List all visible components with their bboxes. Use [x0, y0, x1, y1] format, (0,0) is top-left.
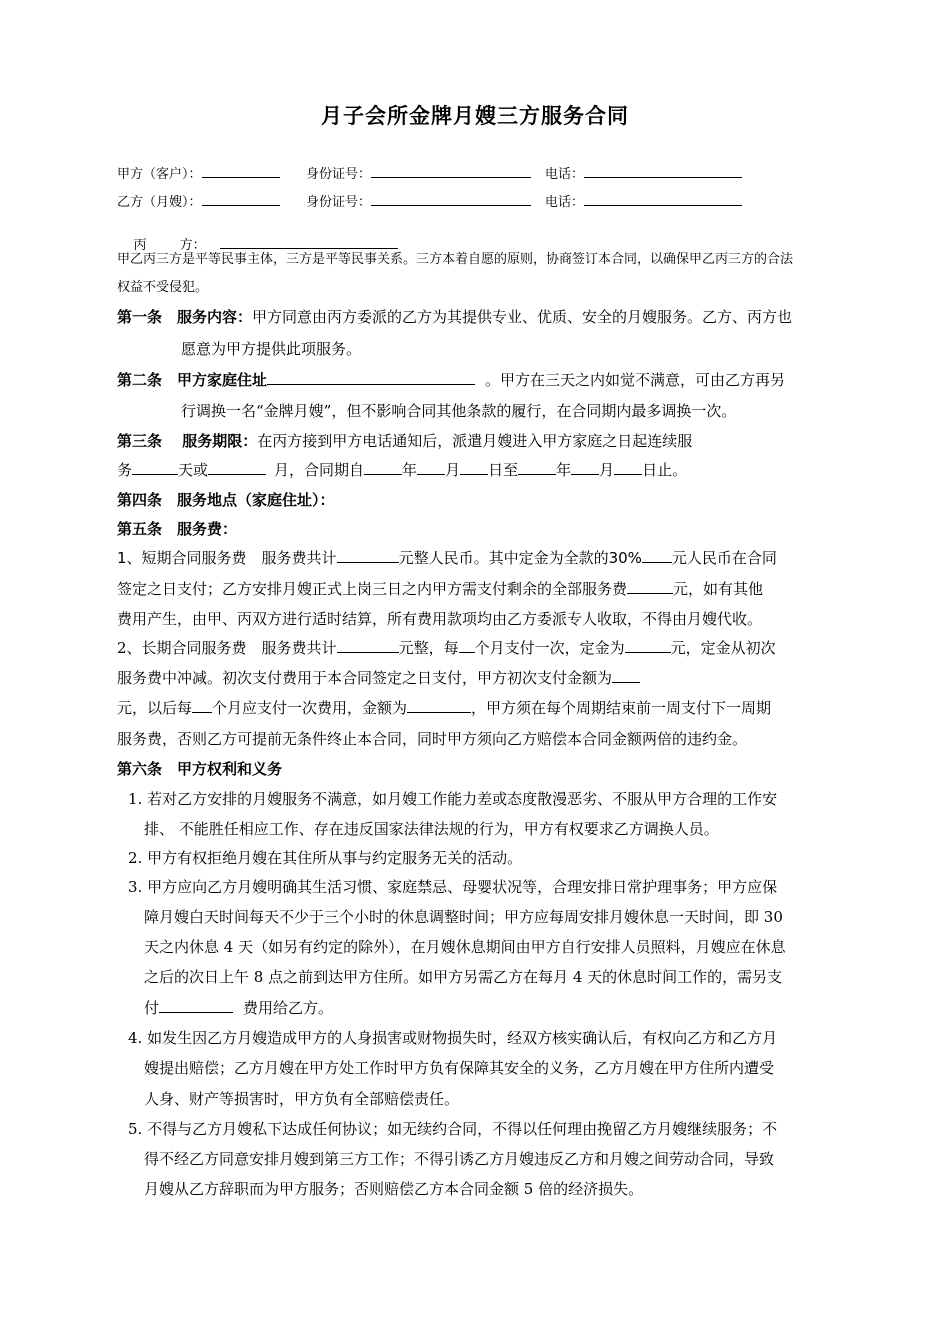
text-fragment: ，甲方须在每个周期结束前一周支付下一周期 — [471, 699, 772, 717]
text-fragment: 月 — [445, 461, 461, 479]
right-item-3-line-2: 障月嫂白天时间每天不少于三个小时的休息调整时间；甲方应每周安排月嫂休息一天时间，即 30 — [144, 908, 783, 926]
text-fragment: 付 — [144, 999, 160, 1017]
article-2-line-2: 行调换一名“金牌月嫂”，但不影响合同其他条款的履行，在合同期内最多调换一次。 — [181, 402, 737, 420]
article-1-text-1: 甲方同意由丙方委派的乙方为其提供专业、优质、安全的月嫂服务。乙方、丙方也 — [252, 308, 793, 326]
fee-item-1-line-2 — [117, 578, 763, 599]
fee-item-1-line-1 — [117, 547, 777, 568]
right-item-3-line-3: 天之内休息 4 天（如另有约定的除外），在月嫂休息期间由甲方自行安排人员照料，月嫂应在休息 — [144, 938, 786, 956]
party-jia-label: 甲方（客户）： — [117, 167, 202, 182]
text-fragment: 、长期合同服务费 服务费共计 — [126, 639, 337, 657]
party-jia-id-row — [306, 163, 531, 182]
party-yi-phone-label: 电话： — [545, 195, 585, 210]
text-fragment: 费用给乙方。 — [243, 999, 334, 1017]
text-fragment: 服务费中冲减。初次支付费用于本合同签定之日支付，甲方初次支付金额为 — [117, 669, 613, 687]
months-blank[interactable] — [208, 460, 266, 475]
party-jia-name-blank[interactable] — [202, 164, 280, 178]
fee-item-2-line-2 — [117, 667, 640, 688]
pay-cycle-blank[interactable] — [459, 638, 475, 653]
right-item-5-line-2: 得不经乙方同意安排月嫂到第三方工作；不得引诱乙方月嫂违反乙方和月嫂之间劳动合同，导致 — [144, 1150, 775, 1168]
article-4-heading: 第四条 服务地点（家庭住址）： — [117, 491, 335, 509]
article-3-text-1: 在丙方接到甲方电话通知后，派遣月嫂进入甲方家庭之日起连续服 — [257, 432, 693, 450]
text-fragment: 日至 — [488, 461, 519, 479]
right-item-1-line-1: 1. 若对乙方安排的月嫂服务不满意，如月嫂工作能力差或态度散漫恶劣、不服从甲方合理的工作安 — [128, 790, 778, 808]
text-fragment: 个月应支付一次费用，金额为 — [212, 699, 408, 717]
article-1-line-1 — [117, 306, 792, 327]
party-yi-label: 乙方（月嫂）： — [117, 195, 202, 210]
article-3-line-1 — [117, 430, 692, 451]
end-day-blank[interactable] — [614, 460, 642, 475]
item-number: 2 — [117, 639, 127, 657]
party-yi-id-label: 身份证号： — [306, 195, 372, 210]
item-number: 1 — [117, 549, 127, 567]
article-2-heading: 第二条 甲方家庭住址 — [117, 371, 268, 389]
text-fragment: 个月支付一次，定金为 — [474, 639, 625, 657]
text-fragment: 元，以后每 — [117, 699, 193, 717]
party-jia-phone-row — [545, 163, 742, 182]
extra-fee-blank[interactable] — [159, 998, 233, 1013]
right-item-4-line-3: 人身、财产等损害时，甲方负有全部赔偿责任。 — [144, 1090, 460, 1108]
deposit-percent: 30% — [608, 549, 642, 567]
text-fragment: 日止。 — [642, 461, 688, 479]
right-item-3-line-1: 3. 甲方应向乙方月嫂明确其生活习惯、家庭禁忌、母婴状况等，合理安排日常护理事务；甲方应保 — [128, 878, 778, 896]
end-month-blank[interactable] — [571, 460, 599, 475]
later-amount-blank[interactable] — [407, 698, 471, 713]
text-fragment: 元整，每 — [398, 639, 459, 657]
long-fee-total-blank[interactable] — [337, 638, 399, 653]
preamble-line-2: 权益不受侵犯。 — [117, 280, 209, 295]
party-jia-id-label: 身份证号： — [306, 167, 372, 182]
text-fragment: 务 — [117, 461, 133, 479]
article-1-heading: 第一条 服务内容： — [117, 308, 253, 326]
article-3-heading: 第三条 服务期限： — [117, 432, 258, 450]
right-item-4-line-1: 4. 如发生因乙方月嫂造成甲方的人身损害或财物损失时，经双方核实确认后，有权向乙方和乙方月 — [128, 1029, 778, 1047]
fee-item-2-line-4: 服务费，否则乙方可提前无条件终止本合同，同时甲方须向乙方赔偿本合同金额两倍的违约金。 — [117, 730, 748, 748]
start-month-blank[interactable] — [417, 460, 445, 475]
article-2-line-1 — [117, 369, 785, 390]
party-bing-label: 丙 方： — [133, 238, 206, 253]
text-fragment: 元人民币在合同 — [671, 549, 777, 567]
party-jia-id-blank[interactable] — [371, 164, 531, 178]
text-fragment: 签定之日支付；乙方安排月嫂正式上岗三日之内甲方需支付剩余的全部服务费 — [117, 580, 628, 598]
right-item-5-line-1: 5. 不得与乙方月嫂私下达成任何协议；如无续约合同，不得以任何理由挽留乙方月嫂继续服务；不 — [128, 1120, 778, 1138]
remaining-fee-blank[interactable] — [627, 579, 673, 594]
fee-item-2-line-3 — [117, 697, 771, 718]
end-year-blank[interactable] — [518, 460, 556, 475]
fee-item-2-line-1 — [117, 637, 776, 658]
party-jia-row — [117, 163, 280, 182]
party-yi-phone-row — [545, 191, 742, 210]
text-fragment: 年 — [402, 461, 418, 479]
text-fragment: 月 — [599, 461, 615, 479]
short-fee-total-blank[interactable] — [337, 548, 399, 563]
right-item-4-line-2: 嫂提出赔偿；乙方月嫂在甲方处工作时甲方负有保障其安全的义务，乙方月嫂在甲方住所内遭受 — [144, 1059, 775, 1077]
party-yi-phone-blank[interactable] — [584, 192, 742, 206]
article-6-heading: 第六条 甲方权利和义务 — [117, 760, 283, 778]
fee-item-1-line-3: 费用产生，由甲、丙双方进行适时结算，所有费用款项均由乙方委派专人收取，不得由月嫂代收。 — [117, 610, 763, 628]
right-item-3-line-4: 之后的次日上午 8 点之前到达甲方住所。如甲方另需乙方在每月 4 天的休息时间工作的，需另支 — [144, 968, 783, 986]
text-fragment: 、短期合同服务费 服务费共计 — [126, 549, 337, 567]
start-day-blank[interactable] — [460, 460, 488, 475]
text-fragment: 月，合同期自 — [274, 461, 365, 479]
text-fragment: 元，定金从初次 — [670, 639, 776, 657]
days-blank[interactable] — [132, 460, 178, 475]
address-blank[interactable] — [267, 370, 475, 385]
party-jia-phone-blank[interactable] — [584, 164, 742, 178]
party-jia-phone-label: 电话： — [545, 167, 585, 182]
right-item-2-line-1: 2. 甲方有权拒绝月嫂在其住所从事与约定服务无关的活动。 — [128, 849, 523, 867]
party-yi-row — [117, 191, 280, 210]
short-deposit-blank[interactable] — [642, 548, 672, 563]
right-item-5-line-3: 月嫂从乙方辞职而为甲方服务；否则赔偿乙方本合同金额 5 倍的经济损失。 — [144, 1180, 644, 1198]
right-item-1-line-2: 排、 不能胜任相应工作、存在违反国家法律法规的行为，甲方有权要求乙方调换人员。 — [144, 820, 719, 838]
article-2-text-1: 。甲方在三天之内如觉不满意，可由乙方再另 — [485, 371, 786, 389]
article-5-heading: 第五条 服务费： — [117, 520, 238, 538]
later-cycle-blank[interactable] — [192, 698, 212, 713]
page-title: 月子会所金牌月嫂三方服务合同 — [321, 104, 629, 128]
text-fragment: 年 — [556, 461, 572, 479]
right-item-3-line-5 — [144, 997, 333, 1018]
party-yi-name-blank[interactable] — [202, 192, 280, 206]
party-yi-id-blank[interactable] — [371, 192, 531, 206]
start-year-blank[interactable] — [364, 460, 402, 475]
long-deposit-blank[interactable] — [625, 638, 671, 653]
text-fragment: 元，如有其他 — [673, 580, 764, 598]
article-1-line-2: 愿意为甲方提供此项服务。 — [181, 340, 362, 358]
party-bing-name-blank[interactable] — [220, 235, 398, 249]
preamble-line-1: 甲乙丙三方是平等民事主体，三方是平等民事关系。三方本着自愿的原则，协商签订本合同，以确保甲乙丙三方的合法 — [117, 252, 794, 267]
text-fragment: 元整人民币。其中定金为全款的 — [398, 549, 609, 567]
first-payment-blank[interactable] — [612, 668, 640, 683]
article-3-line-2 — [117, 459, 687, 480]
text-fragment: 天或 — [178, 461, 209, 479]
party-yi-id-row — [306, 191, 531, 210]
